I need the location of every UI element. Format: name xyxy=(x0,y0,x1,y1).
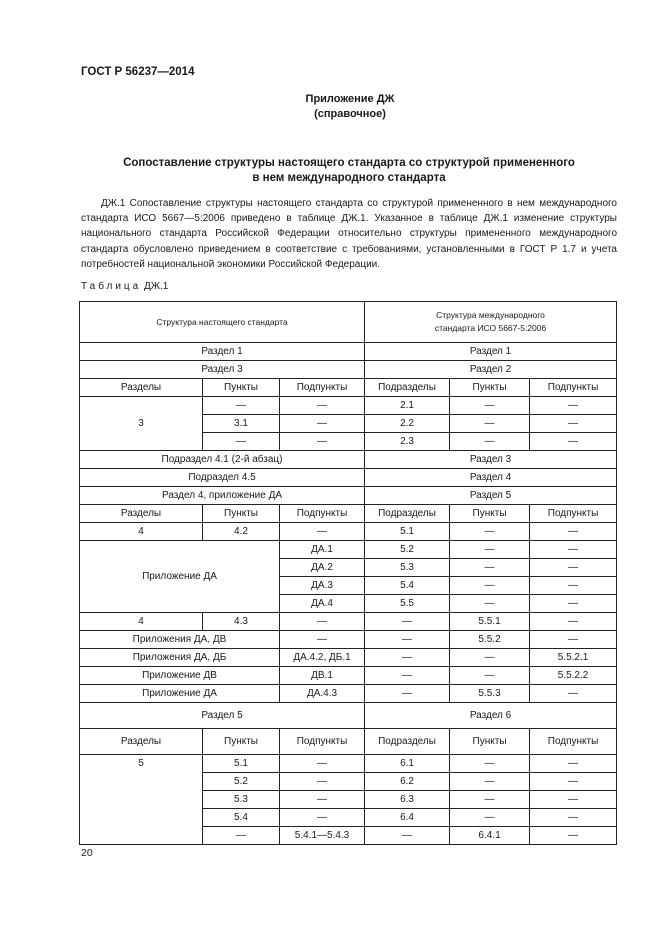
table-cell: 5.5.1 xyxy=(450,613,530,631)
column-header-row xyxy=(80,729,617,755)
table-cell: Раздел 5 xyxy=(365,487,617,505)
table-cell: Подраздел 4.5 xyxy=(80,469,365,487)
table-cell: 2.1 xyxy=(365,397,450,415)
table-cell: — xyxy=(280,809,365,827)
table-cell: — xyxy=(280,773,365,791)
column-header-row xyxy=(80,379,617,397)
table-cell: Раздел 1 xyxy=(80,343,365,361)
header-international-structure xyxy=(365,302,617,343)
table-cell: 5.5.2.2 xyxy=(530,667,617,685)
comparison-table xyxy=(79,301,617,845)
table-cell: — xyxy=(530,809,617,827)
table-row xyxy=(80,649,617,667)
table-cell: — xyxy=(365,649,450,667)
table-cell: — xyxy=(530,559,617,577)
table-cell: Подраздел 4.1 (2-й абзац) xyxy=(80,451,365,469)
table-cell: — xyxy=(530,827,617,845)
table-row xyxy=(80,631,617,649)
table-cell: Раздел 5 xyxy=(80,703,365,729)
table-cell: Приложения ДА, ДБ xyxy=(80,649,280,667)
table-cell: 5.3 xyxy=(365,559,450,577)
section-title-line-2: в нем международного стандарта xyxy=(252,172,446,184)
column-header: Подпункты xyxy=(530,379,617,397)
table-cell: Раздел 4 xyxy=(365,469,617,487)
column-header: Подпункты xyxy=(530,505,617,523)
column-header: Пункты xyxy=(203,379,280,397)
table-cell: — xyxy=(530,685,617,703)
table-row xyxy=(80,343,617,361)
table-cell: — xyxy=(280,755,365,773)
table-cell: — xyxy=(450,541,530,559)
table-cell: ДА.4 xyxy=(280,595,365,613)
table-cell: — xyxy=(450,433,530,451)
column-header: Разделы xyxy=(80,729,203,755)
table-cell: — xyxy=(450,523,530,541)
table-cell: 5.5.3 xyxy=(450,685,530,703)
table-cell: — xyxy=(450,791,530,809)
table-cell: Приложение ДА xyxy=(80,685,280,703)
appendix-heading xyxy=(250,92,450,122)
table-cell: — xyxy=(450,595,530,613)
table-cell: 6.2 xyxy=(365,773,450,791)
table-cell: — xyxy=(450,415,530,433)
table-cell: 5.4 xyxy=(365,577,450,595)
table-row xyxy=(80,541,617,559)
column-header: Пункты xyxy=(450,729,530,755)
column-header: Пункты xyxy=(450,505,530,523)
table-cell: — xyxy=(450,559,530,577)
column-header: Подпункты xyxy=(530,729,617,755)
column-header: Пункты xyxy=(203,729,280,755)
column-header: Подразделы xyxy=(365,729,450,755)
table-row xyxy=(80,685,617,703)
table-cell: 5.5 xyxy=(365,595,450,613)
table-cell: Приложение ДА xyxy=(80,541,280,613)
table-cell: — xyxy=(530,613,617,631)
table-cell: — xyxy=(280,523,365,541)
table-cell: — xyxy=(365,685,450,703)
table-cell: — xyxy=(530,755,617,773)
table-cell: ДВ.1 xyxy=(280,667,365,685)
table-row xyxy=(80,667,617,685)
table-cell: — xyxy=(530,631,617,649)
table-row xyxy=(80,523,617,541)
table-cell: — xyxy=(530,577,617,595)
table-cell: — xyxy=(280,415,365,433)
table-cell: 3.1 xyxy=(203,415,280,433)
column-header: Подпункты xyxy=(280,729,365,755)
table-cell: ДА.1 xyxy=(280,541,365,559)
table-cell: 5.1 xyxy=(365,523,450,541)
table-cell: — xyxy=(450,773,530,791)
table-row xyxy=(80,361,617,379)
table-cell: — xyxy=(365,827,450,845)
table-cell: 2.3 xyxy=(365,433,450,451)
table-cell: Раздел 2 xyxy=(365,361,617,379)
table-cell: 6.3 xyxy=(365,791,450,809)
body-paragraph: ДЖ.1 Сопоставление структуры настоящего стандарта со структурой примененного в нем международного стандарта ИСО 5667—5:2006 приведено в таблице ДЖ.1. Указанное в таблице ДЖ.1 изменение структуры национального стандарта Российской Федерации относительно структуры примененного международного стандарта обусловлено приведением в соответствие с требованиями, установленными в ГОСТ Р 1.7 и учета потребностей национальной экономики Российской Федерации. xyxy=(81,198,617,270)
table-row xyxy=(80,755,617,773)
table-cell: ДА.4.2, ДБ.1 xyxy=(280,649,365,667)
table-cell: — xyxy=(365,613,450,631)
table-row xyxy=(80,469,617,487)
table-row xyxy=(80,451,617,469)
appendix-subtitle: (справочное) xyxy=(314,108,386,120)
table-cell: 5 xyxy=(80,755,203,845)
table-cell: ДА.4.3 xyxy=(280,685,365,703)
table-cell: — xyxy=(530,433,617,451)
table-cell: 5.4.1—5.4.3 xyxy=(280,827,365,845)
table-cell: 4.3 xyxy=(203,613,280,631)
column-header: Пункты xyxy=(203,505,280,523)
table-cell: Раздел 3 xyxy=(80,361,365,379)
table-caption-word: Таблица xyxy=(81,281,142,292)
column-header: Подразделы xyxy=(365,505,450,523)
header-international-line-2: стандарта ИСО 5667-5:2006 xyxy=(434,323,547,333)
table-cell: — xyxy=(530,415,617,433)
standard-designation: ГОСТ Р 56237—2014 xyxy=(81,66,195,78)
table-cell: 6.4.1 xyxy=(450,827,530,845)
table-row xyxy=(80,613,617,631)
table-cell: — xyxy=(203,827,280,845)
table-cell: 4.2 xyxy=(203,523,280,541)
table-cell: — xyxy=(280,397,365,415)
table-cell: — xyxy=(530,397,617,415)
section-title xyxy=(81,156,617,186)
table-cell: ДА.2 xyxy=(280,559,365,577)
table-cell: 5.2 xyxy=(203,773,280,791)
table-cell: — xyxy=(365,631,450,649)
appendix-title: Приложение ДЖ xyxy=(305,93,395,105)
table-cell: 5.2 xyxy=(365,541,450,559)
table-cell: — xyxy=(450,755,530,773)
table-cell: — xyxy=(203,433,280,451)
table-cell: — xyxy=(280,791,365,809)
section-title-line-1: Сопоставление структуры настоящего стандарта со структурой примененного xyxy=(123,157,575,169)
column-header: Разделы xyxy=(80,379,203,397)
table-cell: — xyxy=(530,595,617,613)
table-cell: — xyxy=(280,613,365,631)
table-cell: — xyxy=(280,631,365,649)
column-header: Разделы xyxy=(80,505,203,523)
table-cell: — xyxy=(530,541,617,559)
table-cell: — xyxy=(365,667,450,685)
table-cell: 5.4 xyxy=(203,809,280,827)
table-row xyxy=(80,703,617,729)
column-header: Подпункты xyxy=(280,505,365,523)
table-cell: Раздел 3 xyxy=(365,451,617,469)
table-row xyxy=(80,397,617,415)
table-header-row xyxy=(80,302,617,343)
table-cell: Раздел 4, приложение ДА xyxy=(80,487,365,505)
table-cell: — xyxy=(450,667,530,685)
table-cell: ДА.3 xyxy=(280,577,365,595)
table-cell: 6.1 xyxy=(365,755,450,773)
table-cell: 5.3 xyxy=(203,791,280,809)
column-header: Подразделы xyxy=(365,379,450,397)
table-cell: 4 xyxy=(80,613,203,631)
header-national-structure: Структура настоящего стандарта xyxy=(80,302,365,343)
table-cell: 5.5.2.1 xyxy=(530,649,617,667)
table-cell: — xyxy=(450,577,530,595)
table-cell: — xyxy=(280,433,365,451)
table-cell: Приложения ДА, ДВ xyxy=(80,631,280,649)
table-cell: Раздел 1 xyxy=(365,343,617,361)
table-cell: — xyxy=(450,397,530,415)
table-row xyxy=(80,487,617,505)
column-header: Подпункты xyxy=(280,379,365,397)
table-cell: 5.1 xyxy=(203,755,280,773)
table-cell: — xyxy=(530,791,617,809)
table-cell: 5.5.2 xyxy=(450,631,530,649)
column-header: Пункты xyxy=(450,379,530,397)
table-cell: — xyxy=(530,523,617,541)
table-cell: Раздел 6 xyxy=(365,703,617,729)
table-cell: — xyxy=(530,773,617,791)
table-cell: 4 xyxy=(80,523,203,541)
page-number: 20 xyxy=(81,847,93,859)
table-caption xyxy=(81,281,168,292)
table-caption-id: ДЖ.1 xyxy=(144,281,169,292)
table-cell: 2.2 xyxy=(365,415,450,433)
table-cell: 6.4 xyxy=(365,809,450,827)
table-cell: 3 xyxy=(80,397,203,451)
table-cell: — xyxy=(450,809,530,827)
column-header-row xyxy=(80,505,617,523)
table-cell: — xyxy=(203,397,280,415)
table-cell: Приложение ДВ xyxy=(80,667,280,685)
header-international-line-1: Структура международного xyxy=(436,310,545,320)
table-cell: — xyxy=(450,649,530,667)
